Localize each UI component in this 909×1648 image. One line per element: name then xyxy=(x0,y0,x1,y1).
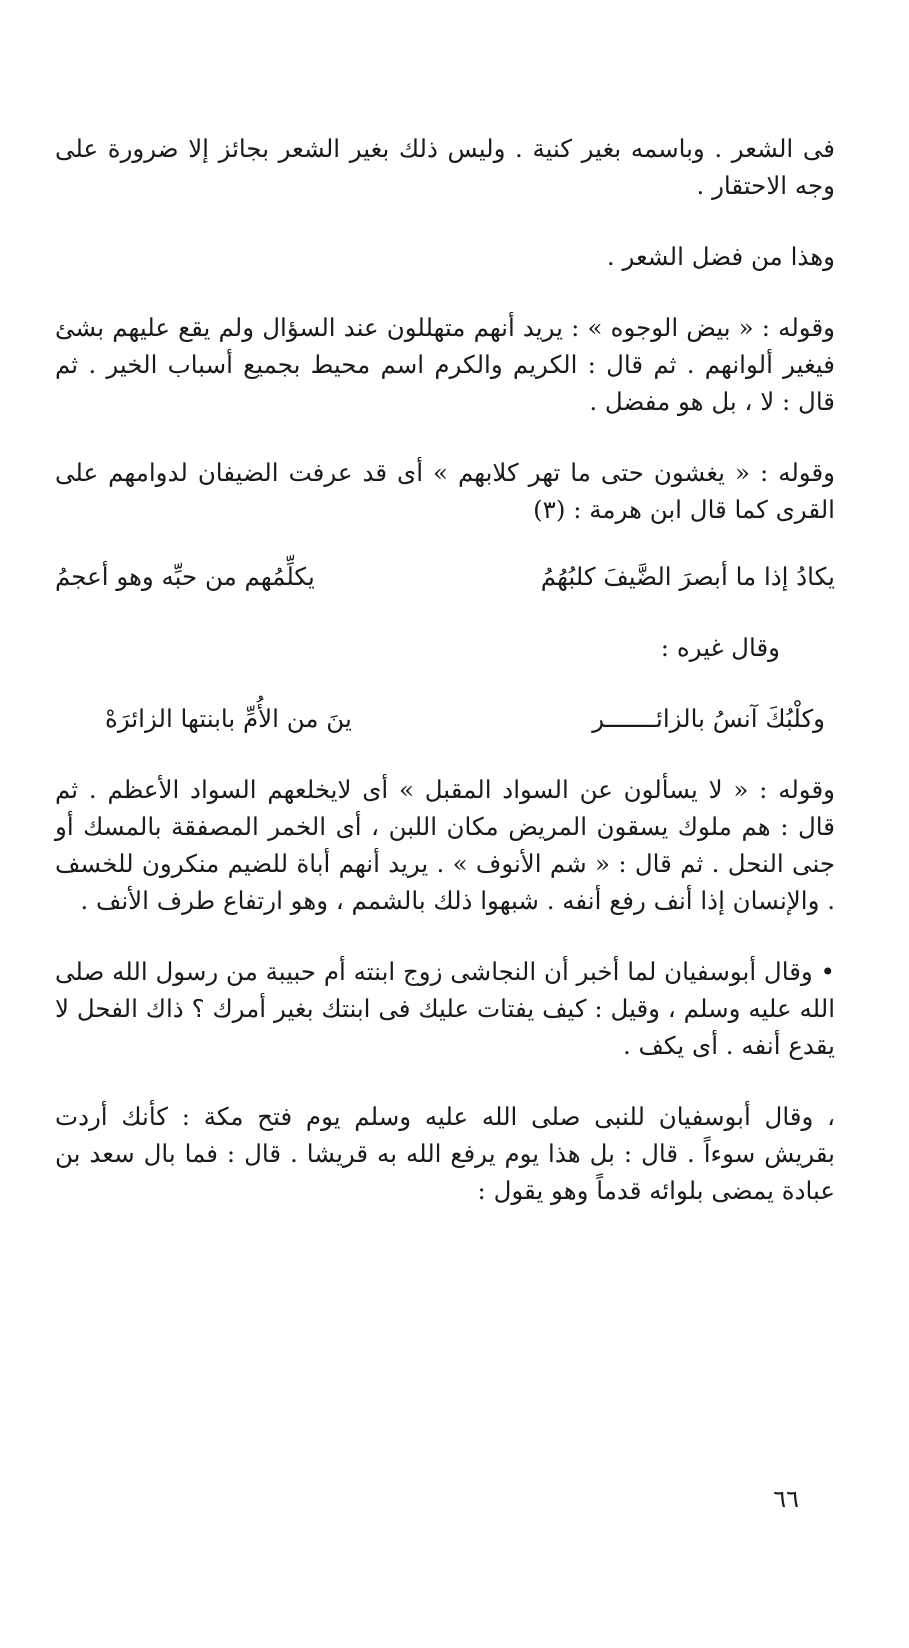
verse-1-second-hemistich: يكلِّمُهم من حبِّه وهو أعجمُ xyxy=(55,562,315,591)
verse-2 xyxy=(55,700,835,737)
paragraph-3: وقوله : « بيض الوجوه » : يريد أنهم متهللون عند السؤال ولم يقع عليهم بشئ فيغير ألوانهم . ثم قال : الكريم والكرم اسم محيط بجميع أسباب الخير . ثم قال : لا ، بل هو مفضل . xyxy=(55,313,835,416)
paragraph-8: ، وقال أبوسفيان للنبى صلى الله عليه وسلم يوم فتح مكة : كأنك أردت بقريش سوءاً . قال : بل هذا يوم يرفع الله به قريشا . قال : فما بال سعد بن عبادة يمضى بلوائه قدماً وهو يقول : xyxy=(55,1102,835,1205)
paragraph-1: فى الشعر . وباسمه بغير كنية . وليس ذلك بغير الشعر بجائز إلا ضرورة على وجه الاحتقار . xyxy=(55,134,835,200)
paragraph-6: وقوله : « لا يسألون عن السواد المقبل » أى لايخلعهم السواد الأعظم . ثم قال : هم ملوك يسقون المريض مكان اللبن ، أى الخمر المصفقة بالمسك أو جنى النحل . ثم قال : « شم الأنوف » . يريد أنهم أباة للضيم منكرون للخسف . والإنسان إذا أنف رفع أنفه . شبهوا ذلك بالشمم ، وهو ارتفاع طرف الأنف . xyxy=(55,775,835,915)
page-body xyxy=(55,130,835,1209)
page-number: ٦٦ xyxy=(773,1485,799,1513)
verse-1-first-hemistich: يكادُ إذا ما أبصرَ الضَّيفَ كلبُهُمُ xyxy=(540,562,835,591)
paragraph-5: وقال غيره : xyxy=(660,633,780,662)
verse-2-first-hemistich: وكلْبُكَ آنسُ بالزائـــــــر xyxy=(592,704,825,733)
paragraph-4: وقوله : « يغشون حتى ما تهر كلابهم » أى قد عرفت الضيفان لدوامهم على القرى كما قال ابن هرمة : (٣) xyxy=(55,458,835,524)
verse-1 xyxy=(55,558,835,595)
verse-2-second-hemistich: ينَ من الأُمِّ بابنتها الزائرَهْ xyxy=(105,704,352,733)
paragraph-2: وهذا من فضل الشعر . xyxy=(606,242,835,271)
paragraph-7: • وقال أبوسفيان لما أخبر أن النجاشى زوج ابنته أم حبيبة من رسول الله صلى الله عليه وسلم ، وقيل : كيف يفتات عليك فى ابنتك بغير أمرك ؟ ذاك الفحل لا يقدع أنفه . أى يكف . xyxy=(55,957,835,1060)
